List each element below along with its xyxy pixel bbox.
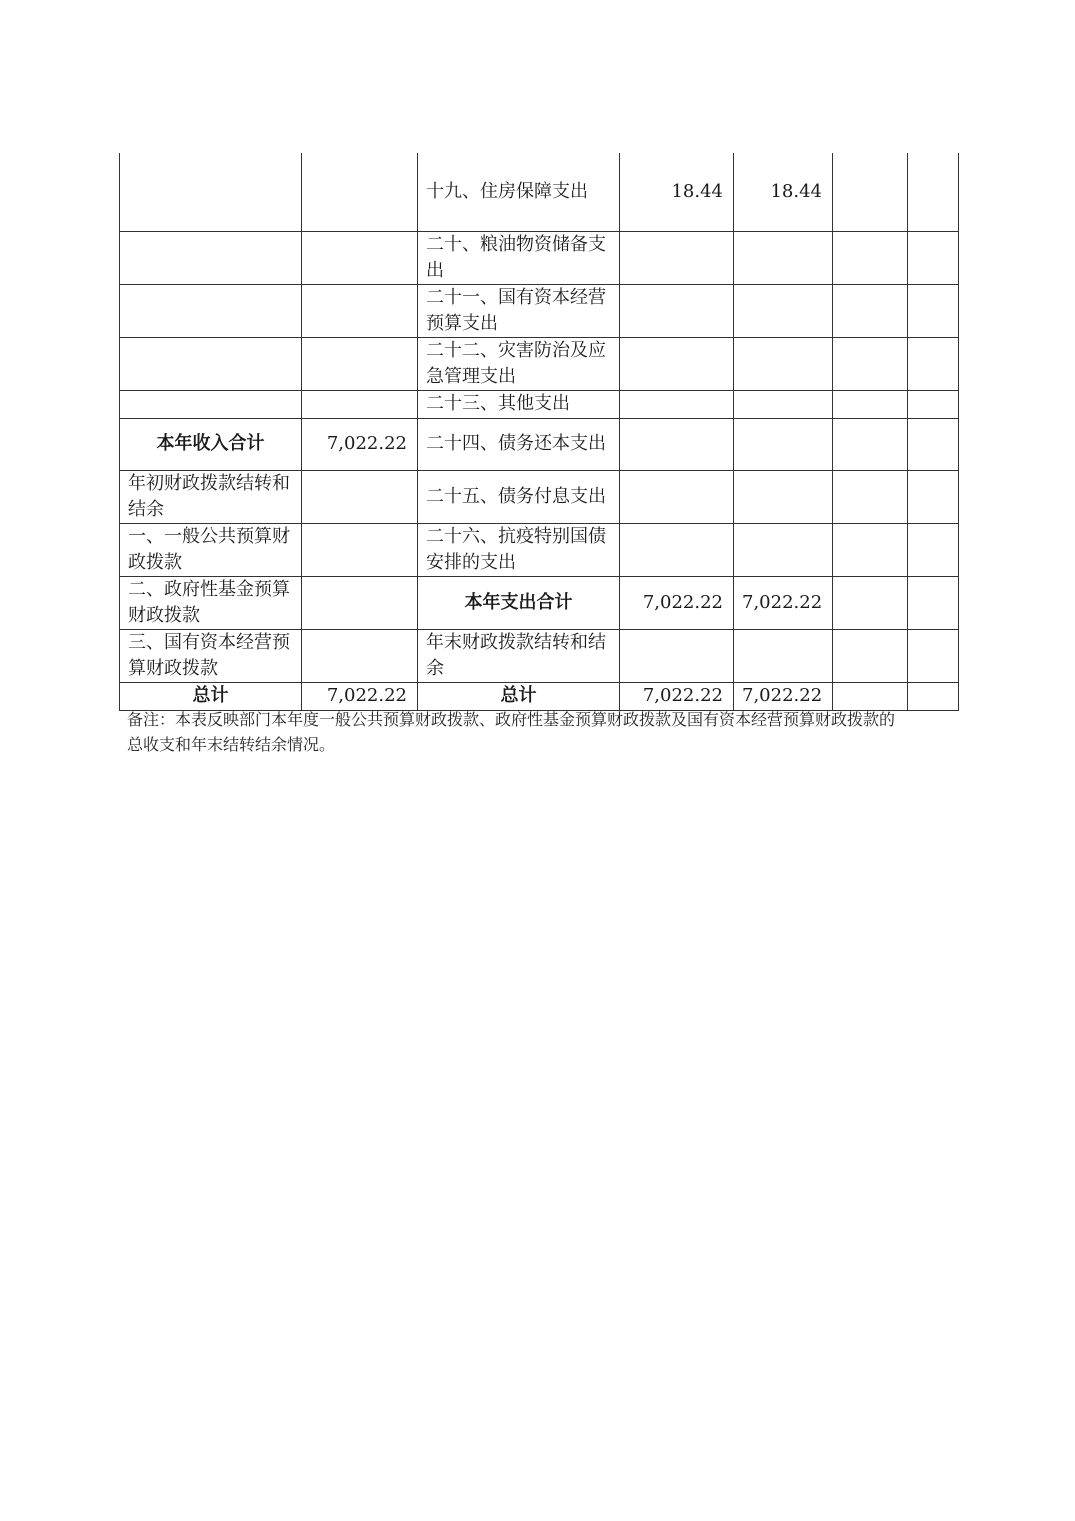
income-amount-cell: [302, 470, 418, 523]
income-item-cell: 二、政府性基金预算财政拨款: [120, 576, 302, 629]
state-capital-cell: [908, 284, 959, 337]
income-amount-cell: 7,022.22: [302, 418, 418, 470]
general-budget-cell: [734, 337, 833, 390]
general-budget-cell: [734, 418, 833, 470]
budget-table-container: [119, 153, 959, 711]
expense-item-cell: 年末财政拨款结转和结余: [418, 629, 620, 682]
table-row: [120, 576, 959, 629]
income-amount-cell: [302, 523, 418, 576]
income-item-cell: [120, 337, 302, 390]
general-budget-cell: [734, 629, 833, 682]
expense-total-cell: [620, 523, 734, 576]
expense-item-cell: 二十一、国有资本经营预算支出: [418, 284, 620, 337]
income-amount-cell: [302, 337, 418, 390]
gov-fund-cell: [833, 682, 908, 710]
expense-total-cell: [620, 390, 734, 418]
expense-total-cell: [620, 284, 734, 337]
income-item-cell: 三、国有资本经营预算财政拨款: [120, 629, 302, 682]
grand-total-expense-label: 总计: [418, 682, 620, 710]
expense-total-cell: [620, 629, 734, 682]
table-row: [120, 418, 959, 470]
general-budget-cell: 18.44: [734, 153, 833, 231]
expense-item-cell: 二十、粮油物资储备支出: [418, 231, 620, 284]
table-row: [120, 682, 959, 710]
gov-fund-cell: [833, 576, 908, 629]
gov-fund-cell: [833, 418, 908, 470]
expense-total-cell: 7,022.22: [620, 682, 734, 710]
income-amount-cell: [302, 231, 418, 284]
table-row: [120, 231, 959, 284]
income-amount-cell: [302, 390, 418, 418]
general-budget-cell: [734, 231, 833, 284]
expense-item-cell: 二十五、债务付息支出: [418, 470, 620, 523]
state-capital-cell: [908, 390, 959, 418]
income-item-cell: 年初财政拨款结转和结余: [120, 470, 302, 523]
expense-item-cell: 二十三、其他支出: [418, 390, 620, 418]
general-budget-cell: [734, 390, 833, 418]
income-amount-cell: [302, 284, 418, 337]
table-row: [120, 629, 959, 682]
expense-total-cell: 7,022.22: [620, 576, 734, 629]
grand-total-income-label: 总计: [120, 682, 302, 710]
expense-total-cell: [620, 418, 734, 470]
expense-item-cell: 十九、住房保障支出: [418, 153, 620, 231]
state-capital-cell: [908, 576, 959, 629]
gov-fund-cell: [833, 337, 908, 390]
table-row: [120, 523, 959, 576]
state-capital-cell: [908, 523, 959, 576]
table-row: [120, 153, 959, 231]
state-capital-cell: [908, 418, 959, 470]
expense-total-label: 本年支出合计: [418, 576, 620, 629]
table-row: [120, 337, 959, 390]
table-row: [120, 284, 959, 337]
general-budget-cell: 7,022.22: [734, 682, 833, 710]
table-row: [120, 390, 959, 418]
state-capital-cell: [908, 337, 959, 390]
gov-fund-cell: [833, 470, 908, 523]
income-amount-cell: [302, 153, 418, 231]
general-budget-cell: [734, 284, 833, 337]
income-amount-cell: 7,022.22: [302, 682, 418, 710]
general-budget-cell: 7,022.22: [734, 576, 833, 629]
income-amount-cell: [302, 629, 418, 682]
expense-total-cell: [620, 337, 734, 390]
income-amount-cell: [302, 576, 418, 629]
income-item-cell: [120, 390, 302, 418]
expense-total-cell: 18.44: [620, 153, 734, 231]
state-capital-cell: [908, 231, 959, 284]
expense-item-cell: 二十二、灾害防治及应急管理支出: [418, 337, 620, 390]
general-budget-cell: [734, 470, 833, 523]
income-item-cell: 一、一般公共预算财政拨款: [120, 523, 302, 576]
income-item-cell: [120, 153, 302, 231]
state-capital-cell: [908, 153, 959, 231]
state-capital-cell: [908, 682, 959, 710]
state-capital-cell: [908, 470, 959, 523]
general-budget-cell: [734, 523, 833, 576]
expense-item-cell: 二十四、债务还本支出: [418, 418, 620, 470]
gov-fund-cell: [833, 390, 908, 418]
gov-fund-cell: [833, 629, 908, 682]
state-capital-cell: [908, 629, 959, 682]
table-footnote: 备注：本表反映部门本年度一般公共预算财政拨款、政府性基金预算财政拨款及国有资本经营预算财政拨款的总收支和年末结转结余情况。: [127, 710, 896, 754]
gov-fund-cell: [833, 523, 908, 576]
expense-total-cell: [620, 231, 734, 284]
expense-total-cell: [620, 470, 734, 523]
gov-fund-cell: [833, 153, 908, 231]
table-row: [120, 470, 959, 523]
gov-fund-cell: [833, 231, 908, 284]
fiscal-appropriation-table: [119, 153, 959, 711]
expense-item-cell: 二十六、抗疫特别国债安排的支出: [418, 523, 620, 576]
gov-fund-cell: [833, 284, 908, 337]
income-item-cell: [120, 231, 302, 284]
income-total-label: 本年收入合计: [120, 418, 302, 470]
income-item-cell: [120, 284, 302, 337]
